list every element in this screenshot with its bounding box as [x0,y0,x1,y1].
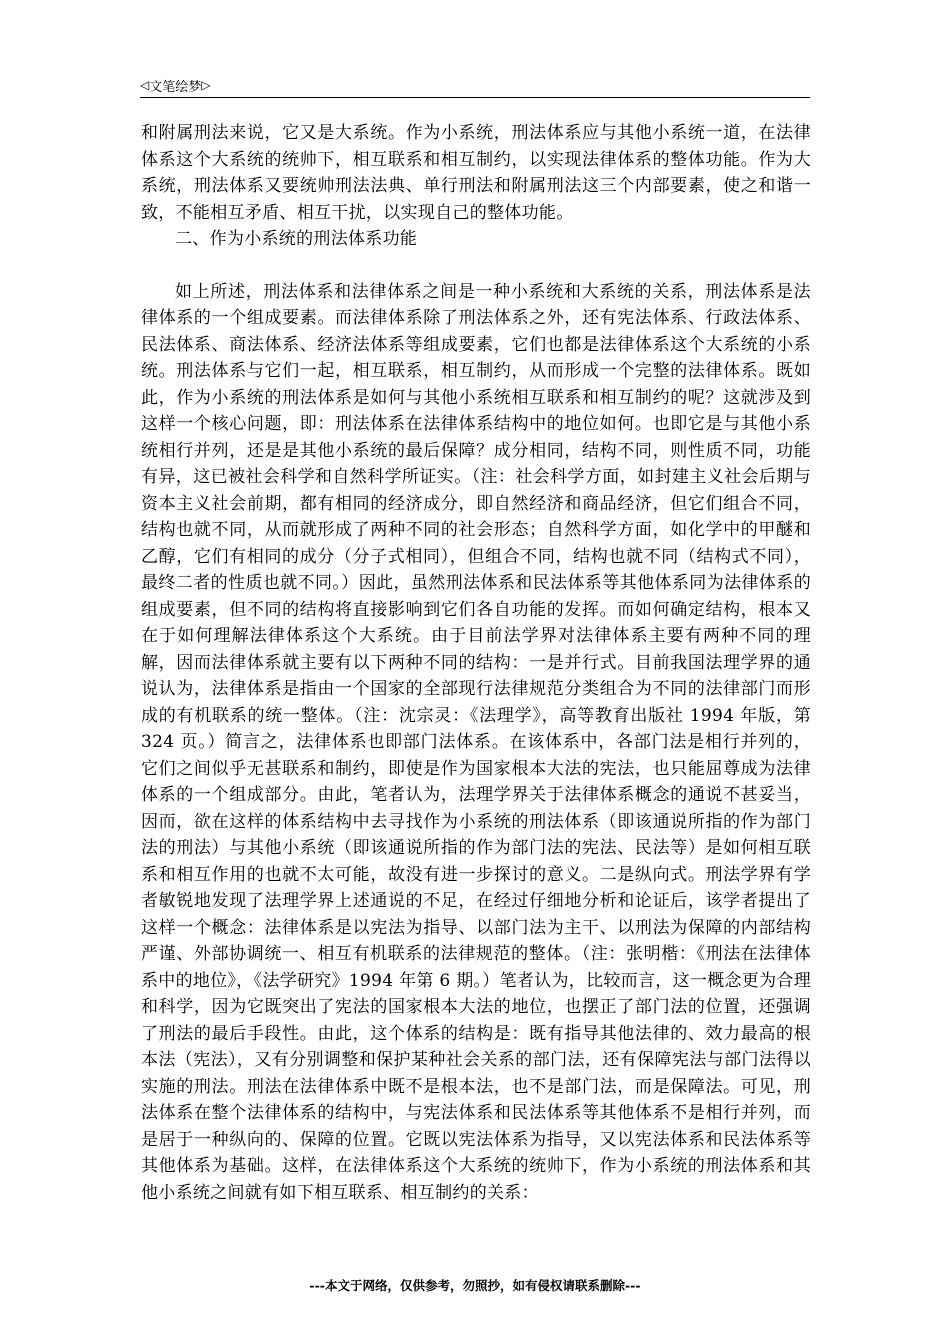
page-header [140,76,810,94]
body-paragraph-2: 如上所述，刑法体系和法律体系之间是一种小系统和大系统的关系，刑法体系是法律体系的一个组成要素。而法律体系除了刑法体系之外，还有宪法体系、行政法体系、民法体系、商法体系、经济法体系等组成要素，它们也都是法律体系这个大系统的小系统。刑法体系与它们一起，相互联系，相互制约，从而形成一个完整的法律体系。既如此，作为小系统的刑法体系是如何与其他小系统相互联系和相互制约的呢？这就涉及到这样一个核心问题，即：刑法体系在法律体系结构中的地位如何。也即它是与其他小系统相行并列，还是是其他小系统的最后保障？成分相同，结构不同，则性质不同，功能有异，这已被社会科学和自然科学所证实。（注：社会科学方面，如封建主义社会后期与资本主义社会前期，都有相同的经济成分，即自然经济和商品经济，但它们组合不同，结构也就不同，从而就形成了两种不同的社会形态；自然科学方面，如化学中的甲醚和乙醇，它们有相同的成分（分子式相同），但组合不同，结构也就不同（结构式不同），最终二者的性质也就不同。）因此，虽然刑法体系和民法体系等其他体系同为法律体系的组成要素，但不同的结构将直接影响到它们各自功能的发挥。而如何确定结构，根本又在于如何理解法律体系这个大系统。由于目前法学界对法律体系主要有两种不同的理解，因而法律体系就主要有以下两种不同的结构：一是并行式。目前我国法理学界的通说认为，法律体系是指由一个国家的全部现行法律规范分类组合为不同的法律部门而形成的有机联系的统一整体。（注：沈宗灵：《法理学》，高等教育出版社 1994 年版，第 324 页。）简言之，法律体系也即部门法体系。在该体系中，各部门法是相行并列的，它们之间似乎无甚联系和制约，即使是作为国家根本大法的宪法，也只能屈尊成为法律体系的一个组成部分。由此，笔者认为，法理学界关于法律体系概念的通说不甚妥当，因而，欲在这样的体系结构中去寻找作为小系统的刑法体系（即该通说所指的作为部门法的刑法）与其他小系统（即该通说所指的作为部门法的宪法、民法等）是如何相互联系和相互作用的也就不太可能，故没有进一步探讨的意义。二是纵向式。刑法学界有学者敏锐地发现了法理学界上述通说的不足，在经过仔细地分析和论证后，该学者提出了这样一个概念：法律体系是以宪法为指导、以部门法为主干、以刑法为保障的内部结构严谨、外部协调统一、相互有机联系的法律规范的整体。（注：张明楷：《刑法在法律体系中的地位》，《法学研究》1994 年第 6 期。）笔者认为，比较而言，这一概念更为合理和科学，因为它既突出了宪法的国家根本大法的地位，也摆正了部门法的位置，还强调了刑法的最后手段性。由此，这个体系的结构是：既有指导其他法律的、效力最高的根本法（宪法），又有分别调整和保护某种社会关系的部门法，还有保障宪法与部门法得以实施的刑法。刑法在法律体系中既不是根本法，也不是部门法，而是保障法。可见，刑法体系在整个法律体系的结构中，与宪法体系和民法体系等其他体系不是相行并列，而是居于一种纵向的、保障的位置。它既以宪法体系为指导，又以宪法体系和民法体系等其他体系为基础。这样，在法律体系这个大系统的统帅下，作为小系统的刑法体系和其他小系统之间就有如下相互联系、相互制约的关系： [141,281,811,1203]
right-triangle-icon: ▷ [201,78,211,92]
footer-notice: ---本文于网络，仅供参考，勿照抄，如有侵权请联系删除--- [309,1278,641,1293]
document-body [141,120,811,1206]
header-title-group [140,76,810,94]
body-paragraph-1: 和附属刑法来说，它又是大系统。作为小系统，刑法体系应与其他小系统一道，在法律体系这个大系统的统帅下，相互联系和相互制约，以实现法律体系的整体功能。作为大系统，刑法体系又要统帅刑法法典、单行刑法和附属刑法这三个内部要素，使之和谐一致，不能相互矛盾、相互干扰，以实现自己的整体功能。 [141,123,811,223]
header-title: 文笔绘梦 [149,79,202,95]
section-heading: 二、作为小系统的刑法体系功能 [175,229,418,249]
left-triangle-icon: ◁ [140,78,150,92]
header-divider [140,97,810,98]
